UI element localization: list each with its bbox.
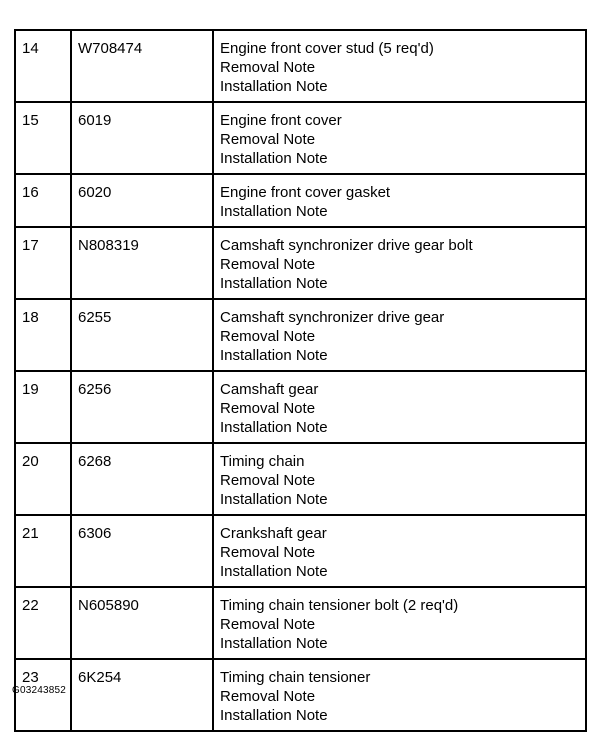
part-description: Crankshaft gear xyxy=(220,525,327,542)
part-description: Engine front cover stud (5 req'd) xyxy=(220,40,434,57)
part-number-cell: N808319 xyxy=(71,227,213,299)
description-cell xyxy=(213,174,586,227)
figure-code: G03243852 xyxy=(12,685,67,696)
note-line: Installation Note xyxy=(220,347,328,364)
note-line: Installation Note xyxy=(220,563,328,580)
part-number-cell: W708474 xyxy=(71,30,213,102)
note-line: Installation Note xyxy=(220,419,328,436)
description-cell xyxy=(213,227,586,299)
note-line: Installation Note xyxy=(220,491,328,508)
description-cell xyxy=(213,659,586,731)
note-line: Removal Note xyxy=(220,400,316,417)
note-line: Removal Note xyxy=(220,256,316,273)
part-number-cell: N605890 xyxy=(71,587,213,659)
note-line: Removal Note xyxy=(220,544,316,561)
item-number-cell: 18 xyxy=(15,299,71,371)
description-cell xyxy=(213,102,586,174)
item-number-cell: 22 xyxy=(15,587,71,659)
table-row xyxy=(15,227,586,299)
part-number-cell: 6019 xyxy=(71,102,213,174)
note-line: Installation Note xyxy=(220,150,328,167)
note-line: Installation Note xyxy=(220,635,328,652)
note-line: Installation Note xyxy=(220,275,328,292)
item-number-cell: 14 xyxy=(15,30,71,102)
description-cell xyxy=(213,443,586,515)
item-number-cell: 19 xyxy=(15,371,71,443)
part-description: Timing chain tensioner bolt (2 req'd) xyxy=(220,597,459,614)
description-cell xyxy=(213,371,586,443)
part-number-cell: 6255 xyxy=(71,299,213,371)
description-cell xyxy=(213,299,586,371)
note-line: Installation Note xyxy=(220,707,328,724)
table-row xyxy=(15,587,586,659)
part-number-cell: 6256 xyxy=(71,371,213,443)
item-number-cell: 16 xyxy=(15,174,71,227)
table-row xyxy=(15,299,586,371)
parts-table xyxy=(14,29,587,732)
part-description: Camshaft synchronizer drive gear bolt xyxy=(220,237,473,254)
note-line: Removal Note xyxy=(220,59,316,76)
note-line: Installation Note xyxy=(220,203,328,220)
item-number-cell: 23 xyxy=(15,659,71,731)
parts-table-body xyxy=(15,30,586,731)
note-line: Removal Note xyxy=(220,131,316,148)
note-line: Installation Note xyxy=(220,78,328,95)
item-number-cell: 17 xyxy=(15,227,71,299)
part-number-cell: 6306 xyxy=(71,515,213,587)
table-row xyxy=(15,515,586,587)
item-number-cell: 20 xyxy=(15,443,71,515)
part-description: Timing chain tensioner xyxy=(220,669,371,686)
note-line: Removal Note xyxy=(220,328,316,345)
part-description: Camshaft gear xyxy=(220,381,319,398)
table-row xyxy=(15,443,586,515)
item-number-cell: 21 xyxy=(15,515,71,587)
table-row xyxy=(15,174,586,227)
table-row xyxy=(15,371,586,443)
part-description: Engine front cover gasket xyxy=(220,184,391,201)
description-cell xyxy=(213,30,586,102)
part-number-cell: 6K254 xyxy=(71,659,213,731)
description-cell xyxy=(213,515,586,587)
table-row xyxy=(15,659,586,731)
description-cell xyxy=(213,587,586,659)
table-row xyxy=(15,102,586,174)
note-line: Removal Note xyxy=(220,472,316,489)
part-description: Engine front cover xyxy=(220,112,342,129)
part-number-cell: 6020 xyxy=(71,174,213,227)
note-line: Removal Note xyxy=(220,616,316,633)
table-row xyxy=(15,30,586,102)
part-number-cell: 6268 xyxy=(71,443,213,515)
part-description: Camshaft synchronizer drive gear xyxy=(220,309,445,326)
note-line: Removal Note xyxy=(220,688,316,705)
part-description: Timing chain xyxy=(220,453,305,470)
item-number-cell: 15 xyxy=(15,102,71,174)
